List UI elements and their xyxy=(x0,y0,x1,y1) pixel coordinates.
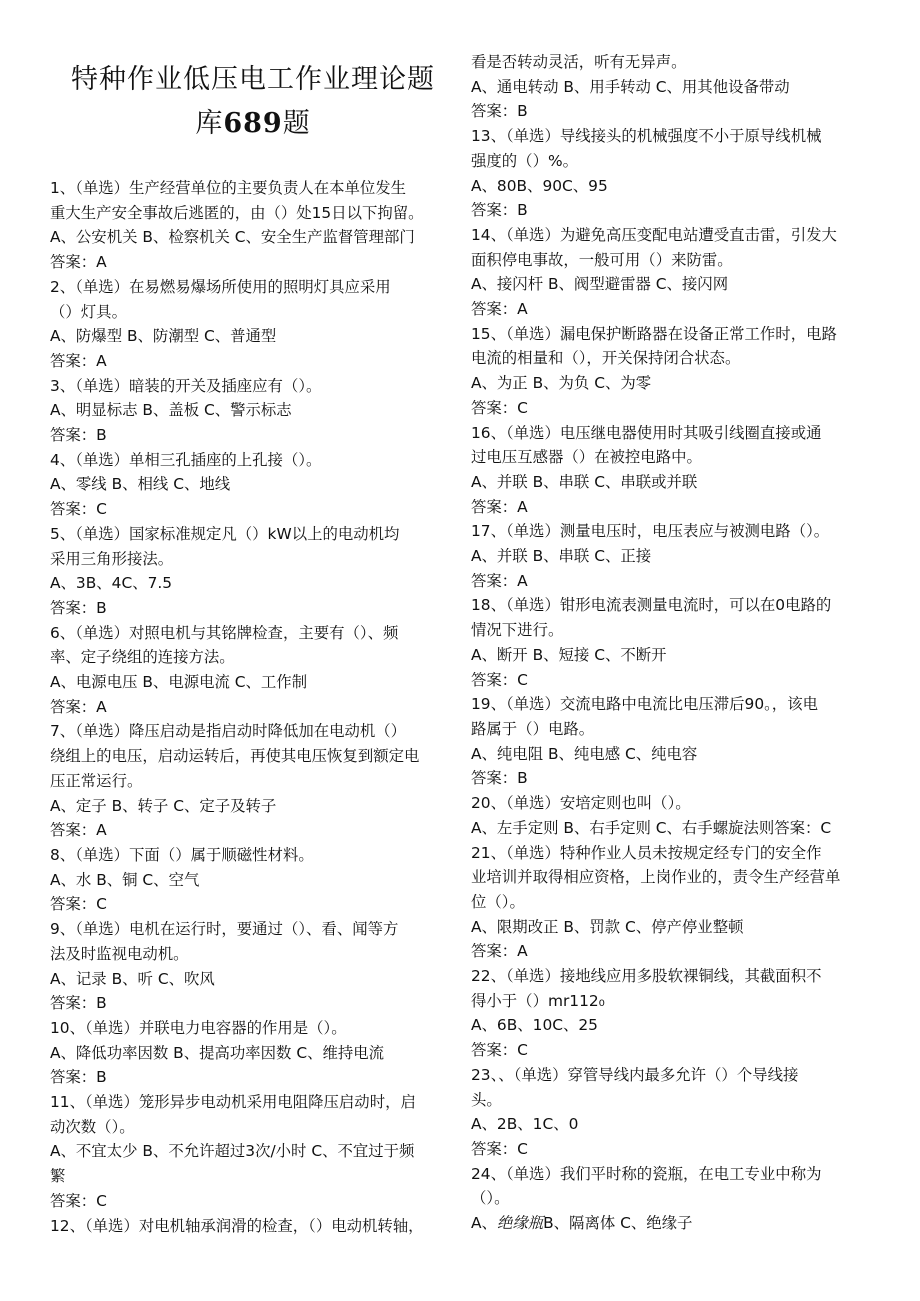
left-question-list xyxy=(50,176,466,1238)
text-line: 13、（单选）导线接头的机械强度不小于原导线机械 xyxy=(471,127,822,146)
text-line: 16、（单选）电压继电器使用时其吸引线圈直接或通 xyxy=(471,423,822,442)
text-line: 答案：A xyxy=(471,497,528,516)
text-line: 重大生产安全事故后逃匿的，由（）处15日以下拘留。 xyxy=(50,203,424,222)
text-line: 答案：A xyxy=(50,821,107,840)
text-line: 绕组上的电压，启动运转后，再使其电压恢复到额定电 xyxy=(50,747,420,766)
text-line: 答案：B xyxy=(471,201,528,220)
text-line: A、通电转动 B、用手转动 C、用其他设备带动 xyxy=(471,77,790,96)
text-line: 得小于（）mr112₀ xyxy=(471,991,605,1010)
text-line: 法及时监视电动机。 xyxy=(50,944,189,963)
text-line: 答案：A xyxy=(471,571,528,590)
text-line: A、断开 B、短接 C、不断开 xyxy=(471,645,667,664)
text-line: A、限期改正 B、罚款 C、停产停业整顿 xyxy=(471,917,744,936)
text-line: 答案：B xyxy=(50,426,107,445)
text-line: A、电源电压 B、电源电流 C、工作制 xyxy=(50,673,308,692)
text-line: 4、（单选）单相三孔插座的上孔接（）。 xyxy=(50,450,322,469)
text-line: 21、（单选）特种作业人员未按规定经专门的安全作 xyxy=(471,843,822,862)
text-line: 强度的（）%。 xyxy=(471,151,578,170)
text-line: 头。 xyxy=(471,1090,502,1109)
text-line: 答案：C xyxy=(50,500,107,519)
text-line: 答案：C xyxy=(471,1041,528,1060)
text-line: 答案：A xyxy=(50,697,107,716)
text-line: 答案：C xyxy=(50,1191,107,1210)
text-line: 12、（单选）对电机轴承润滑的检查，（）电动机转轴， xyxy=(50,1216,424,1235)
text-line: 8、（单选）下面（）属于顺磁性材料。 xyxy=(50,845,314,864)
text-line: 位（）。 xyxy=(471,892,525,911)
text-line: A、降低功率因数 B、提高功率因数 C、维持电流 xyxy=(50,1043,385,1062)
text-line: A、3B、4C、7.5 xyxy=(50,574,173,593)
text-line: 14、（单选）为避免高压变配电站遭受直击雷，引发大 xyxy=(471,225,837,244)
title-suffix: 题 xyxy=(282,108,311,139)
text-line: 19、（单选）交流电路中电流比电压滞后90。，该电 xyxy=(471,695,818,714)
text-line: 看是否转动灵活，听有无异声。 xyxy=(471,53,687,71)
text-line: 路属于（）电路。 xyxy=(471,719,595,738)
text-line: A、定子 B、转子 C、定子及转子 xyxy=(50,796,277,815)
text-line: 答案：C xyxy=(471,398,528,417)
text-line: A、不宜太少 B、不允许超过3次/小时 C、不宜过于频 xyxy=(50,1142,415,1161)
text-line: 率、定子绕组的连接方法。 xyxy=(50,648,235,667)
title-prefix: 库 xyxy=(195,108,224,139)
text-line: 6、（单选）对照电机与其铭牌检查，主要有（）、频 xyxy=(50,623,399,642)
text-line: 11、（单选）笼形异步电动机采用电阻降压启动时，启 xyxy=(50,1093,416,1112)
text-line: A、纯电阻 B、纯电感 C、纯电容 xyxy=(471,744,698,763)
text-line: A、明显标志 B、盖板 C、警示标志 xyxy=(50,401,292,420)
text-line: 答案：A xyxy=(471,942,528,961)
text-line: 15、（单选）漏电保护断路器在设备正常工作时，电路 xyxy=(471,324,837,343)
text-line: A、并联 B、串联 C、串联或并联 xyxy=(471,472,698,491)
question-24-options xyxy=(471,1211,885,1236)
text-line: 面积停电事故，一般可用（）来防雷。 xyxy=(471,250,733,269)
text-line: 5、（单选）国家标准规定凡（）kW以上的电动机均 xyxy=(50,524,400,543)
text-line: 1、（单选）生产经营单位的主要负责人在本单位发生 xyxy=(50,179,407,197)
text-line: 24、（单选）我们平时称的瓷瓶，在电工专业中称为 xyxy=(471,1164,822,1183)
text-line: 业培训并取得相应资格，上岗作业的，责令生产经营单 xyxy=(471,868,841,887)
text-line: 电流的相量和（），开关保持闭合状态。 xyxy=(471,349,741,368)
text-line: 答案：A xyxy=(50,351,107,370)
right-column xyxy=(471,50,885,1236)
text-line: 22、（单选）接地线应用多股软裸铜线，其截面积不 xyxy=(471,967,822,986)
text-line: A、2B、1C、0 xyxy=(471,1115,579,1134)
text-line: A、接闪杆 B、阀型避雷器 C、接闪网 xyxy=(471,275,729,294)
text-line: 10、（单选）并联电力电容器的作用是（）。 xyxy=(50,1018,347,1037)
text-line: A、为正 B、为负 C、为零 xyxy=(471,374,652,393)
text-line: 答案：A xyxy=(50,253,107,272)
text-line: 动次数（）。 xyxy=(50,1117,135,1136)
text-line: 答案：C xyxy=(471,670,528,689)
text-line: 20、（单选）安培定则也叫（）。 xyxy=(471,794,691,813)
document-title xyxy=(50,58,466,146)
right-question-list xyxy=(471,50,885,1211)
title-number: 689 xyxy=(223,108,283,139)
text-line: A、左手定则 B、右手定则 C、右手螺旋法则答案：C xyxy=(471,818,832,837)
text-line: 过电压互感器（）在被控电路中。 xyxy=(471,448,702,467)
text-line: A、公安机关 B、检察机关 C、安全生产监督管理部门 xyxy=(50,228,415,247)
title-line-2 xyxy=(50,102,456,146)
text-line: 采用三角形接法。 xyxy=(50,549,174,568)
text-line: 答案：B xyxy=(471,769,528,788)
text-line: A、零线 B、相线 C、地线 xyxy=(50,475,231,494)
text-line: （）。 xyxy=(471,1189,510,1208)
text-line: 答案：B xyxy=(50,994,107,1013)
text-line: 7、（单选）降压启动是指启动时降低加在电动机（） xyxy=(50,722,407,741)
text-line: A、80B、90C、95 xyxy=(471,176,608,195)
text-line: 情况下进行。 xyxy=(471,621,564,640)
text-line: 答案：C xyxy=(471,1139,528,1158)
text-line: 答案：B xyxy=(471,102,528,121)
text-line: 繁 xyxy=(50,1167,66,1186)
text-line: A、防爆型 B、防潮型 C、普通型 xyxy=(50,327,277,346)
text-line: 答案：B xyxy=(50,1068,107,1087)
text-line: 答案：C xyxy=(50,895,107,914)
text-line: 17、（单选）测量电压时，电压表应与被测电路（）。 xyxy=(471,522,830,541)
text-line: A、记录 B、听 C、吹风 xyxy=(50,969,215,988)
text-line: 23、、（单选）穿管导线内最多允许（）个导线接 xyxy=(471,1065,799,1084)
option-rest: B、隔离体 C、绝缘子 xyxy=(543,1214,693,1233)
text-line: 答案：A xyxy=(471,300,528,319)
title-line-1: 特种作业低压电工作业理论题 xyxy=(71,64,435,95)
text-line: A、6B、10C、25 xyxy=(471,1016,598,1035)
text-line: 2、（单选）在易燃易爆场所使用的照明灯具应采用 xyxy=(50,277,391,296)
option-a-italic: 绝缘瓶 xyxy=(496,1214,544,1233)
text-line: 答案：B xyxy=(50,598,107,617)
text-line: A、水 B、铜 C、空气 xyxy=(50,870,200,889)
text-line: 18、（单选）钳形电流表测量电流时，可以在0电路的 xyxy=(471,596,832,615)
text-line: A、并联 B、串联 C、正接 xyxy=(471,547,652,566)
text-line: （）灯具。 xyxy=(50,302,127,321)
left-column xyxy=(50,0,466,1238)
text-line: 3、（单选）暗装的开关及插座应有（）。 xyxy=(50,376,322,395)
text-line: 压正常运行。 xyxy=(50,771,143,790)
option-prefix: A、 xyxy=(471,1214,497,1233)
text-line: 9、（单选）电机在运行时，要通过（）、看、闻等方 xyxy=(50,920,399,939)
